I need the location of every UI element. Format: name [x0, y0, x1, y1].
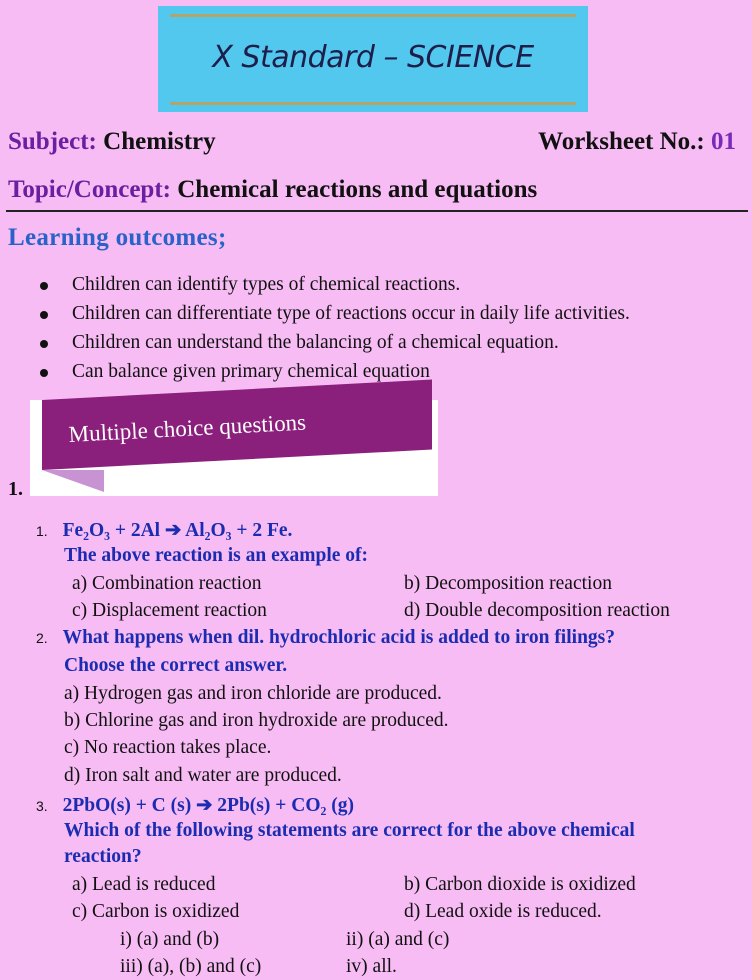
- option-c: c) No reaction takes place.: [64, 737, 272, 758]
- question-prompt: Which of the following statements are correct for the above chemical: [64, 820, 635, 841]
- option-a: a) Combination reaction: [72, 573, 262, 594]
- bullet-icon: [40, 282, 48, 290]
- subject-value: Chemistry: [103, 128, 216, 155]
- question-1-header: [36, 518, 292, 542]
- outcome-text: Children can understand the balancing of a chemical equation.: [72, 332, 559, 353]
- outcome-text: Children can identify types of chemical reactions.: [72, 274, 461, 295]
- worksheet-label: Worksheet No.:: [538, 128, 705, 155]
- bullet-icon: [40, 369, 48, 377]
- question-3-header: [36, 793, 354, 817]
- outcome-text: Can balance given primary chemical equation: [72, 361, 430, 382]
- section-number: 1.: [8, 478, 23, 500]
- option-d: d) Iron salt and water are produced.: [64, 765, 342, 786]
- option-d: d) Lead oxide is reduced.: [404, 901, 602, 922]
- question-prompt: The above reaction is an example of:: [64, 545, 369, 566]
- choice-iii: iii) (a), (b) and (c): [120, 956, 262, 977]
- question-prompt-continued: reaction?: [64, 846, 142, 867]
- option-b: b) Chlorine gas and iron hydroxide are produced.: [64, 710, 449, 731]
- question-prompt: What happens when dil. hydrochloric acid is added to iron filings?: [62, 627, 615, 648]
- choice-ii: ii) (a) and (c): [346, 929, 450, 950]
- option-c: c) Carbon is oxidized: [72, 901, 240, 922]
- question-number: 1.: [36, 523, 48, 539]
- option-b: b) Carbon dioxide is oxidized: [404, 874, 636, 895]
- subject-label: Subject:: [8, 128, 97, 155]
- worksheet-value: 01: [711, 128, 736, 155]
- topic-value: Chemical reactions and equations: [177, 176, 538, 203]
- topic-label: Topic/Concept:: [8, 176, 171, 203]
- question-equation: Fe₂O₃ + 2Al ➔ Al₂O₃ + 2 Fe.: [62, 520, 293, 541]
- worksheet-number: [538, 128, 736, 156]
- mcq-ribbon-tail: [42, 470, 104, 492]
- option-a: a) Hydrogen gas and iron chloride are produced.: [64, 683, 442, 704]
- outcome-text: Children can differentiate type of reactions occur in daily life activities.: [72, 303, 630, 324]
- learning-outcomes-list: [40, 274, 630, 390]
- section-title: Multiple choice questions: [68, 409, 307, 447]
- option-a: a) Lead is reduced: [72, 874, 216, 895]
- question-number: 3.: [36, 798, 48, 814]
- choice-iv: iv) all.: [346, 956, 397, 977]
- title-banner: [158, 6, 588, 112]
- list-item: [40, 303, 630, 332]
- learning-outcomes-heading: Learning outcomes;: [8, 224, 227, 251]
- banner-bottom-rule: [170, 102, 576, 105]
- bullet-icon: [40, 311, 48, 319]
- option-b: b) Decomposition reaction: [404, 573, 612, 594]
- list-item: [40, 274, 630, 303]
- question-number: 2.: [36, 630, 48, 646]
- question-prompt-continued: Choose the correct answer.: [64, 655, 288, 676]
- option-d: d) Double decomposition reaction: [404, 600, 670, 621]
- option-c: c) Displacement reaction: [72, 600, 267, 621]
- question-equation: 2PbO(s) + C (s) ➔ 2Pb(s) + CO₂ (g): [62, 795, 354, 816]
- divider: [6, 210, 748, 212]
- banner-top-rule: [170, 14, 576, 17]
- bullet-icon: [40, 340, 48, 348]
- topic-row: [8, 176, 537, 204]
- page-title: X Standard – SCIENCE: [212, 40, 534, 75]
- subject-row: [8, 128, 740, 156]
- list-item: [40, 332, 630, 361]
- choice-i: i) (a) and (b): [120, 929, 220, 950]
- question-2-header: [36, 627, 615, 649]
